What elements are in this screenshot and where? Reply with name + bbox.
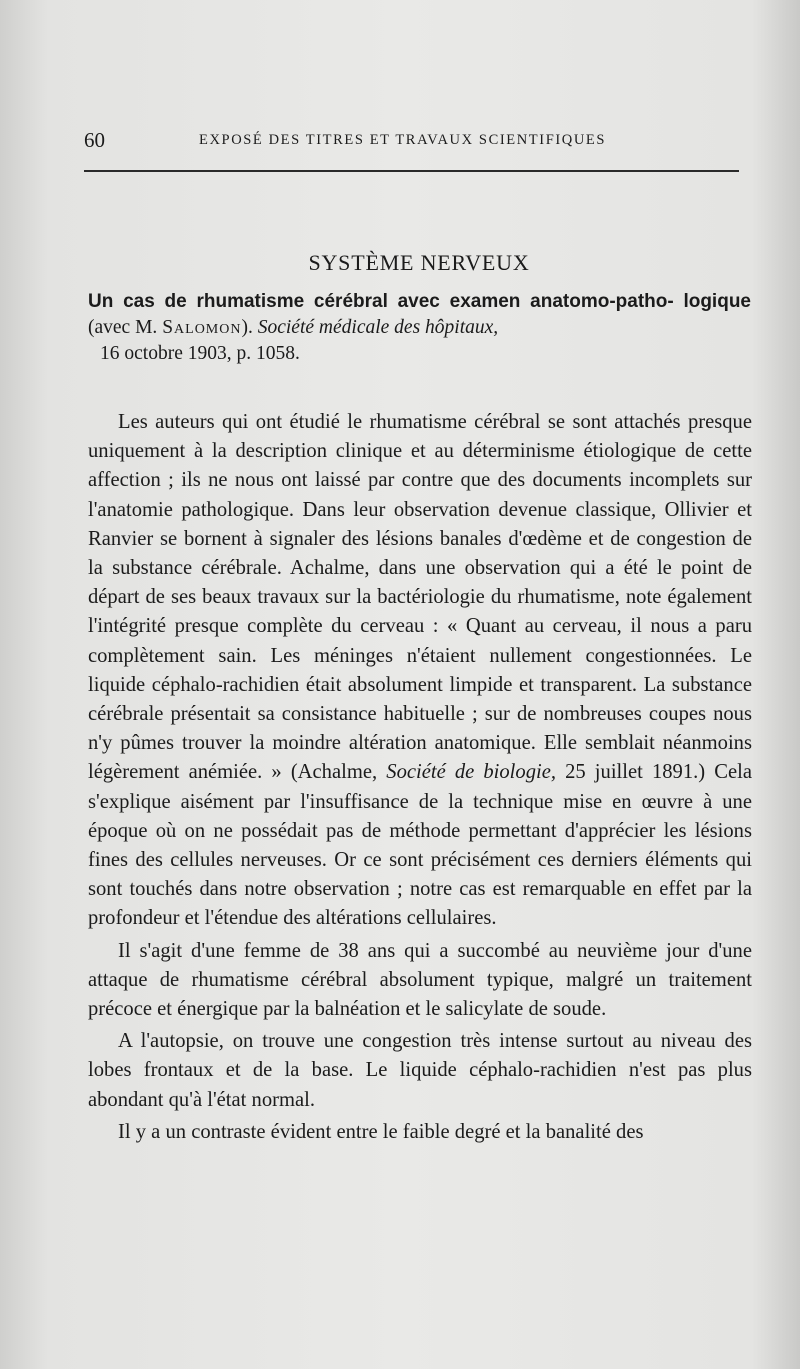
paragraph-1-journal: Société de biologie, (386, 761, 556, 784)
citation-author-prefix: (avec M. (88, 317, 158, 338)
running-head (84, 128, 740, 154)
paragraph-3: A l'autopsie, on trouve une congestion très intense surtout au niveau des lobes frontaux et de la base. Le liquide céphalo-rachidien n'est pas plus abondant qu'à l'état normal. (88, 1030, 752, 1111)
citation-author-suffix: ). (241, 317, 253, 338)
paragraph-1-part-a: Les auteurs qui ont étudié le rhumatisme cérébral se sont attachés presque uniquement à la description clinique et au déterminisme étiologique de cette affection ; ils ne nous ont laissé par contre que des documents incomplets sur l'anatomie pathologique. Dans leur observation devenue classique, Ollivier et Ranvier se bornent à signaler des lésions banales d'œdème et de congestion de la substance cérébrale. Achalme, dans une observation qui a été le point de départ de ses beaux travaux sur la bactériologie du rhumatisme, note également l'intégrité presque complète du cerveau : « Quant au cerveau, il nous a paru complètement sain. Les méninges n'étaient nullement congestionnées. Le liquide céphalo-rachidien était absolument limpide et transparent. La substance cérébrale présentait sa consistance habituelle ; sur de nombreuses coupes nous n'y pûmes trouver la moindre altération anatomique. Elle semblait néanmoins légèrement anémiée. » (Achalme, (88, 411, 752, 784)
body-text (88, 408, 752, 1147)
citation-journal: Société médicale des hôpitaux, (257, 317, 499, 338)
citation-date: 16 octobre 1903, p. 1058. (100, 343, 300, 364)
paragraph-1-part-b: 25 juillet 1891.) Cela s'explique aisément par l'insuffisance de la technique mise en œuvre à une époque où on ne possédait pas de méthode permettant d'apprécier les lésions fines des cellules nerveuses. Or ce sont précisément ces derniers éléments qui sont touchés dans notre observation ; notre cas est remarquable en effet par la profondeur et l'étendue des altérations cellulaires. (88, 761, 752, 930)
paragraph-4: Il y a un contraste évident entre le faible degré et la banalité des (118, 1120, 644, 1143)
page-number: 60 (84, 128, 105, 152)
header-rule (84, 170, 739, 172)
citation (88, 289, 751, 367)
citation-author: Salomon (162, 317, 242, 338)
section-title: SYSTÈME NERVEUX (308, 250, 530, 275)
citation-title: Un cas de rhumatisme cérébral avec examen anatomo-patho- logique (88, 291, 751, 312)
paragraph-1 (88, 408, 752, 934)
running-title: EXPOSÉ DES TITRES ET TRAVAUX SCIENTIFIQUES (199, 132, 607, 148)
paragraph-2: Il s'agit d'une femme de 38 ans qui a succombé au neuvième jour d'une attaque de rhumatisme cérébral absolument typique, malgré un traitement précoce et énergique par la balnéation et le salicylate de soude. (88, 939, 752, 1021)
